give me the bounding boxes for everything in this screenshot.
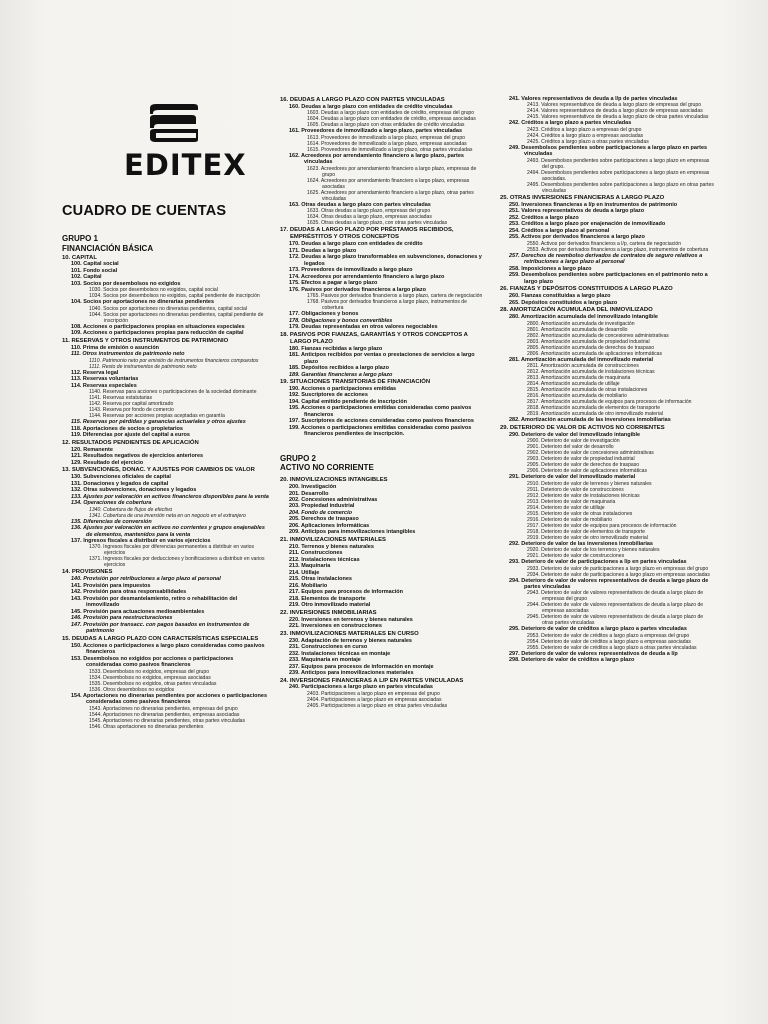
- account-entry: 295. Deterioro de valor de créditos a largo plazo a partes vinculadas: [509, 626, 687, 633]
- sub-account-entry: 2813. Amortización acumulada de maquinaria: [527, 375, 631, 382]
- account-group-heading: 12. RESULTADOS PENDIENTES DE APLICACIÓN: [62, 439, 199, 446]
- sub-account-entry: 2903. Deterioro de valor de propiedad industrial: [527, 456, 635, 463]
- sub-account-entry: 1535. Desembolsos no exigidos, otras partes vinculadas: [89, 680, 217, 687]
- sub-account-entry: 1341. Cobertura de una inversión neta en un negocio en el extranjero: [89, 512, 246, 519]
- account-group-heading: 23. INMOVILIZACIONES MATERIALES EN CURSO: [280, 630, 419, 637]
- account-entry: 205. Derechos de traspaso: [289, 516, 359, 523]
- sub-account-entry: 2494. Desembolsos pendientes sobre participaciones a largo plazo en empresas asociadas.: [527, 169, 710, 182]
- brand-wordmark: EDITEX: [124, 148, 247, 182]
- sub-account-entry: 1371. Ingresos fiscales por deducciones y bonificaciones a distribuir en varios ejercicios: [89, 556, 265, 569]
- account-group-heading: 17. DEUDAS A LARGO PLAZO POR PRÉSTAMOS RECIBIDOS, EMPRÉSTITOS Y OTROS CONCEPTOS: [280, 227, 454, 241]
- account-entry: 134. Operaciones de cobertura: [71, 500, 152, 507]
- account-list: [280, 477, 486, 709]
- account-entry: 119. Diferencias por ajuste del capital a euros: [71, 432, 190, 439]
- document-title: CUADRO DE CUENTAS: [62, 203, 227, 220]
- account-entry: 210. Terrenos y bienes naturales: [289, 543, 374, 550]
- account-entry: 154. Aportaciones no dinerarias pendientes por acciones o participaciones consideradas como pasivos financieros: [71, 692, 268, 706]
- account-entry: 111. Otros instrumentos de patrimonio neto: [71, 351, 185, 358]
- account-entry: 178. Obligaciones y bonos convertibles: [289, 317, 393, 324]
- sub-account-entry: 2495. Desembolsos pendientes sobre participaciones a largo plazo en otras partes vinculadas: [527, 181, 714, 194]
- sub-account-entry: 1633. Otras deudas a largo plazo, empresas del grupo: [307, 208, 431, 215]
- account-list: [280, 97, 486, 438]
- sub-account-entry: 2915. Deterioro de valor de otras instalaciones: [527, 510, 633, 517]
- account-group-heading: 29. DETERIORO DE VALOR DE ACTIVOS NO CORRIENTES: [500, 424, 665, 431]
- account-entry: 162. Acreedores por arrendamiento financiero a largo plazo, partes vinculadas: [289, 152, 464, 166]
- account-group-heading: 13. SUBVENCIONES, DONAC. Y AJUSTES POR CAMBIOS DE VALOR: [62, 467, 255, 474]
- account-entry: 118. Aportaciones de socios o propietarios: [71, 425, 183, 432]
- sub-account-entry: 1142. Reserva por capital amortizado: [89, 401, 174, 408]
- account-entry: 221. Inversiones en construcciones: [289, 623, 382, 630]
- sub-account-entry: 2423. Créditos a largo plazo a empresas del grupo: [527, 126, 642, 133]
- sub-account-entry: 2819. Amortización acumulada de otro inmovilizado material: [527, 411, 663, 418]
- account-entry: 298. Deterioro de valor de créditos a largo plazo: [509, 657, 635, 664]
- sub-account-entry: 1340. Cobertura de flujos de efectivo: [89, 506, 173, 513]
- sub-account-entry: 2817. Amortización acumulada de equipos para procesos de información: [527, 399, 692, 406]
- sub-account-entry: 2801. Amortización acumulada de desarrollo: [527, 326, 628, 333]
- sub-account-entry: 2800. Amortización acumulada de investigación: [527, 320, 635, 327]
- account-list: [62, 255, 270, 730]
- account-entry: 181. Anticipos recibidos por ventas o prestaciones de servicios a largo plazo: [289, 352, 475, 365]
- account-group-heading: 25. OTRAS INVERSIONES FINANCIERAS A LARGO PLAZO: [500, 194, 665, 201]
- account-entry: 177. Obligaciones y bonos: [289, 311, 359, 318]
- account-entry: 173. Proveedores de inmovilizado a largo plazo: [289, 267, 413, 274]
- sub-account-entry: 1634. Otras deudas a largo plazo, empresas asociadas: [307, 214, 432, 221]
- account-entry: 252. Créditos a largo plazo: [509, 214, 579, 221]
- sub-account-entry: 2916. Deterioro de valor de mobiliario: [527, 516, 612, 523]
- account-entry: 242. Créditos a largo plazo a partes vinculadas: [509, 120, 632, 127]
- account-entry: 282. Amortización acumulada de las inversiones inmobiliarias: [509, 417, 671, 424]
- account-entry: 192. Suscriptores de acciones: [289, 392, 368, 399]
- sub-account-entry: 2900. Deterioro de valor de investigación: [527, 438, 620, 445]
- account-entry: 280. Amortización acumulada del inmovilizado intangible: [509, 314, 658, 321]
- account-entry: 281. Amortización acumulada del inmovilizado material: [509, 356, 654, 363]
- account-entry: 251. Valores representativos de deuda a largo plazo: [509, 208, 645, 215]
- column-2: [280, 96, 486, 709]
- account-entry: 160. Deudas a largo plazo con entidades de crédito vinculadas: [289, 103, 453, 110]
- sub-account-entry: 2943. Deterioro de valor de valores representativos de deuda a largo plazo de empresas del grupo: [527, 590, 704, 603]
- account-entry: 294. Deterioro de valor de valores representativos de deuda a largo plazo de partes vinculadas: [509, 577, 709, 590]
- account-entry: 293. Deterioro de valor de participaciones a l/p en partes vinculadas: [509, 559, 687, 566]
- account-entry: 237. Equipos para procesos de información en montaje: [289, 663, 434, 670]
- sub-account-entry: 2818. Amortización acumulada de elementos de transporte: [527, 405, 661, 412]
- account-list: [500, 96, 714, 664]
- account-group-heading: 24. INVERSIONES FINANCIERAS A L/P EN PARTES VINCULADAS: [280, 677, 464, 684]
- account-entry: 254. Créditos a largo plazo al personal: [509, 227, 610, 234]
- sub-account-entry: 2910. Deterioro de valor de terrenos y bienes naturales: [527, 480, 652, 487]
- sub-account-entry: 2814. Amortización acumulada de utillaje: [527, 381, 620, 388]
- sub-account-entry: 2918. Deterioro de valor de elementos de transporte: [527, 528, 646, 535]
- account-group-heading: 14. PROVISIONES: [62, 569, 113, 576]
- sub-account-entry: 1625. Acreedores por arrendamiento financiero a largo plazo, otras partes vinculadas: [307, 189, 474, 202]
- sub-account-entry: 1613. Proveedores de inmovilizado a largo plazo, empresas del grupo: [307, 134, 466, 141]
- sub-account-entry: 2945. Deterioro de valor de valores representativos de deuda a largo plazo de otras partes vinculadas: [527, 614, 704, 627]
- sub-account-entry: 2811. Amortización acumulada de construcciones: [527, 363, 639, 370]
- account-entry: 176. Pasivos por derivados financieros a largo plazo: [289, 286, 426, 293]
- account-entry: 257. Derechos de reembolso derivados de contratos de seguro relativos a retribuciones a largo plazo al personal: [509, 252, 703, 266]
- account-entry: 115. Reservas por pérdidas y ganancias actuariales y otros ajustes: [71, 419, 246, 426]
- account-entry: 250. Inversiones financieras a l/p en instrumentos de patrimonio: [509, 201, 678, 208]
- account-entry: 212. Instalaciones técnicas: [289, 556, 360, 563]
- sub-account-entry: 1536. Otros desembolsos no exigidos: [89, 686, 175, 693]
- account-entry: 249. Desembolsos pendientes sobre participaciones a largo plazo en partes vinculadas: [509, 144, 708, 158]
- account-entry: 136. Ajustes por valoración en activos no corrientes y grupos enajenables de elementos, mantenidos para la venta: [71, 525, 265, 538]
- account-entry: 170. Deudas a largo plazo con entidades de crédito: [289, 241, 423, 248]
- sub-account-entry: 1768. Pasivos por derivados financieros a largo plazo, instrumentos de cobertura: [307, 299, 467, 312]
- account-entry: 102. Capital: [71, 274, 102, 281]
- account-entry: 213. Maquinaria: [289, 563, 331, 570]
- account-entry: 292. Deterioro de valor de las inversiones inmobiliarias: [509, 540, 653, 547]
- sub-account-entry: 2954. Deterioro de valor de créditos a largo plazo a empresas asociadas: [527, 638, 691, 645]
- account-group-heading: 28. AMORTIZACIÓN ACUMULADA DEL INMOVILIZADO: [500, 307, 653, 314]
- account-entry: 230. Adaptación de terrenos y bienes naturales: [289, 637, 412, 644]
- sub-account-entry: 2911. Deterioro de valor de construcciones: [527, 486, 624, 493]
- sub-account-entry: 2404. Participaciones a largo plazo en empresas asociadas: [307, 696, 442, 703]
- account-entry: 143. Provisión por desmantelamiento, retiro o rehabilitación del inmovilizado: [71, 595, 238, 609]
- sub-account-entry: 1533. Desembolsos no exigidos, empresas del grupo: [89, 668, 210, 675]
- sub-account-entry: 2812. Amortización acumulada de instalaciones técnicas: [527, 369, 655, 376]
- sub-account-entry: 1143. Reserva por fondo de comercio: [89, 407, 174, 414]
- account-entry: 189. Garantías financieras a largo plazo: [289, 371, 393, 378]
- group-number: GRUPO 2: [280, 453, 317, 463]
- account-group-heading: 26. FIANZAS Y DEPÓSITOS CONSTITUIDOS A LARGO PLAZO: [500, 286, 673, 293]
- sub-account-entry: 2902. Deterioro de valor de concesiones administrativas: [527, 450, 654, 457]
- sub-account-entry: 1141. Reservas estatutarias: [89, 395, 153, 402]
- sub-account-entry: 1044. Socios por aportaciones no dinerarias pendientes, capital pendiente de inscripción: [89, 311, 264, 324]
- sub-account-entry: 1635. Otras deudas a largo plazo, con otras partes vinculadas: [307, 220, 448, 227]
- account-entry: 135. Diferencias de conversión: [71, 518, 152, 525]
- account-entry: 179. Deudas representadas en otros valores negociables: [289, 324, 438, 331]
- sub-account-entry: 2901. Deterioro del valor de desarrollo: [527, 444, 614, 451]
- account-entry: 163. Otras deudas a largo plazo con partes vinculadas: [289, 201, 431, 208]
- sub-account-entry: 2955. Deterioro de valor de créditos a largo plazo a otras partes vinculadas: [527, 644, 697, 651]
- account-entry: 100. Capital social: [71, 261, 119, 268]
- sub-account-entry: 1614. Proveedores de inmovilizado a largo plazo, empresas asociadas: [307, 140, 467, 147]
- account-entry: 215. Otras instalaciones: [289, 576, 352, 583]
- account-entry: 141. Provisión para impuestos: [71, 582, 151, 589]
- sub-account-entry: 1110. Patrimonio neto por emisión de instrumentos financieros compuestos: [89, 357, 259, 364]
- sub-account-entry: 2953. Deterioro de valor de créditos a largo plazo a empresas del grupo: [527, 632, 690, 639]
- sub-account-entry: 1040. Socios por aportaciones no dinerarias pendientes, capital social: [89, 305, 248, 312]
- account-entry: 290. Deterioro de valor del inmovilizado intangible: [509, 431, 641, 438]
- sub-account-entry: 2493. Desembolsos pendientes sobre participaciones a largo plazo en empresas del grupo.: [527, 157, 710, 170]
- sub-account-entry: 2553. Activos por derivados financieros a largo plazo, instrumentos de cobertura: [527, 246, 709, 253]
- account-entry: 291. Deterioro de valor del inmovilizado material: [509, 474, 636, 481]
- account-entry: 140. Provisión por retribuciones a largo plazo al personal: [71, 576, 221, 583]
- account-group-heading: 11. RESERVAS Y OTROS INSTRUMENTOS DE PATRIMONIO: [62, 337, 229, 344]
- account-entry: 197. Suscriptores de acciones consideradas como pasivos financieros: [289, 418, 474, 425]
- account-entry: 217. Equipos para procesos de información: [289, 589, 404, 596]
- account-entry: 129. Resultado del ejercicio: [71, 459, 144, 466]
- sub-account-entry: 2414. Valores representativos de deuda a largo plazo de empresas asociadas: [527, 108, 703, 115]
- account-entry: 130. Subvenciones oficiales de capital: [71, 474, 171, 481]
- account-entry: 260. Fianzas constituidas a largo plazo: [509, 293, 611, 300]
- account-group-heading: 16. DEUDAS A LARGO PLAZO CON PARTES VINCULADAS: [280, 97, 445, 103]
- account-entry: 202. Concesiones administrativas: [289, 496, 378, 503]
- sub-account-entry: 1545. Aportaciones no dinerarias pendientes, otras partes vinculadas: [89, 717, 246, 724]
- sub-account-entry: 1615. Proveedores de inmovilizado a largo plazo, otras partes vinculadas: [307, 146, 473, 153]
- sub-account-entry: 2944. Deterioro de valor de valores representativos de deuda a largo plazo de empresas asociadas: [527, 602, 704, 615]
- account-entry: 171. Deudas a largo plazo: [289, 247, 357, 254]
- column-3: [500, 96, 714, 664]
- sub-account-entry: 1144. Reservas por acciones propias aceptadas en garantía: [89, 413, 225, 420]
- book-stack-icon: [142, 102, 202, 144]
- account-entry: 185. Depósitos recibidos a largo plazo: [289, 365, 389, 372]
- account-entry: 190. Acciones o participaciones emitidas: [289, 385, 397, 392]
- account-entry: 120. Remanente: [71, 446, 113, 453]
- account-entry: 231. Construcciones en curso: [289, 644, 368, 651]
- account-entry: 255. Activos por derivados financieros a largo plazo: [509, 234, 645, 241]
- group-2-heading: [280, 454, 486, 473]
- sub-account-entry: 2815. Amortización acumulada de otras instalaciones: [527, 387, 648, 394]
- sub-account-entry: 2425. Créditos a largo plazo a otras partes vinculadas: [527, 138, 649, 145]
- column-1: [62, 96, 270, 730]
- sub-account-entry: 1034. Socios por desembolsos no exigidos, capital pendiente de inscripción: [89, 293, 260, 300]
- sub-account-entry: 2413. Valores representativos de deuda a largo plazo de empresas del grupo: [527, 102, 702, 109]
- group-name: FINANCIACIÓN BÁSICA: [62, 243, 154, 253]
- sub-account-entry: 1624. Acreedores por arrendamiento financiero a largo plazo, empresas asociadas: [307, 177, 470, 190]
- sub-account-entry: 1546. Otras aportaciones no dinerarias pendientes: [89, 723, 204, 730]
- sub-account-entry: 2912. Deterioro de valor de instalaciones técnicas: [527, 492, 640, 499]
- sub-account-entry: 1544. Aportaciones no dinerarias pendientes, empresas asociadas: [89, 711, 240, 718]
- sub-account-entry: 2914. Deterioro de valor de utillaje: [527, 504, 605, 511]
- sub-account-entry: 2905. Deterioro de valor de derechos de traspaso: [527, 462, 640, 469]
- account-entry: 214. Utillaje: [289, 569, 320, 576]
- sub-account-entry: 1603. Deudas a largo plazo con entidades de crédito, empresas del grupo: [307, 110, 475, 117]
- account-entry: 218. Elementos de transporte: [289, 595, 366, 602]
- account-entry: 142. Provisión para otras responsabilidades: [71, 589, 187, 596]
- account-group-heading: 20. INMOVILIZACIONES INTANGIBLES: [280, 477, 388, 484]
- sub-account-entry: 2803. Amortización acumulada de propiedad industrial: [527, 338, 650, 345]
- group-1-heading: [62, 234, 270, 253]
- account-entry: 265. Depósitos constituidos a largo plazo: [509, 299, 618, 306]
- account-entry: 239. Anticipos para inmovilizaciones materiales: [289, 670, 414, 677]
- sub-account-entry: 2816. Amortización acumulada de mobiliario: [527, 393, 627, 400]
- editex-logo: [124, 102, 270, 182]
- account-entry: 109. Acciones o participaciones propias para reducción de capital: [71, 330, 244, 337]
- sub-account-entry: 2934. Deterioro de valor de participaciones a largo plazo en empresas asociadas: [527, 571, 710, 578]
- account-entry: 114. Reservas especiales: [71, 382, 137, 389]
- account-entry: 206. Aplicaciones informáticas: [289, 522, 370, 529]
- sub-account-entry: 1534. Desembolsos no exigidos, empresas asociadas: [89, 674, 211, 681]
- sub-account-entry: 2806. Amortización acumulada de aplicaciones informáticas: [527, 350, 663, 357]
- sub-account-entry: 2920. Deterioro de valor de los terrenos y bienes naturales: [527, 547, 660, 554]
- account-entry: 131. Donaciones y legados de capital: [71, 480, 169, 487]
- account-entry: 145. Provisión para actuaciones medioambientales: [71, 608, 205, 615]
- account-entry: 233. Maquinaria en montaje: [289, 657, 361, 664]
- account-entry: 101. Fondo social: [71, 267, 118, 274]
- account-entry: 204. Fondo de comercio: [289, 509, 352, 516]
- account-entry: 258. Imposiciones a largo plazo: [509, 265, 592, 272]
- account-entry: 133. Ajustes por valoración en activos financieros disponibles para la venta: [71, 493, 269, 500]
- sub-account-entry: 2917. Deterioro de valor de equipos para procesos de información: [527, 522, 677, 529]
- sub-account-entry: 2550. Activos por derivados financieros a l/p, cartera de negociación: [527, 240, 682, 247]
- sub-account-entry: 1370. Ingresos fiscales por diferencias permanentes a distribuir en varios ejercicios: [89, 544, 255, 557]
- account-entry: 203. Propiedad industrial: [289, 503, 355, 510]
- account-entry: 216. Mobiliario: [289, 582, 328, 589]
- account-entry: 241. Valores representativos de deuda a l/p de partes vinculadas: [509, 96, 678, 102]
- account-entry: 220. Inversiones en terrenos y bienes naturales: [289, 616, 413, 623]
- account-entry: 113. Reservas voluntarias: [71, 376, 139, 383]
- sub-account-entry: 1140. Reservas para acciones o participaciones de la sociedad dominante: [89, 389, 257, 396]
- account-entry: 180. Fianzas recibidas a largo plazo: [289, 345, 383, 352]
- account-entry: 132. Otras subvenciones, donaciones y legados: [71, 487, 197, 494]
- account-entry: 259. Desembolsos pendientes sobre participaciones en el patrimonio neto a largo plazo: [509, 272, 708, 285]
- account-group-heading: 18. PASIVOS POR FIANZAS, GARANTÍAS Y OTROS CONCEPTOS A LARGO PLAZO: [280, 331, 468, 345]
- sub-account-entry: 2415. Valores representativos de deuda a largo plazo de otras partes vinculadas: [527, 114, 709, 121]
- account-entry: 194. Capital emitido pendiente de inscripción: [289, 398, 407, 405]
- account-entry: 103. Socios por desembolsos no exigidos: [71, 280, 181, 287]
- account-entry: 200. Investigación: [289, 484, 337, 491]
- sub-account-entry: 1623. Acreedores por arrendamiento financiero a largo plazo, empresas de grupo: [307, 165, 477, 178]
- account-entry: 147. Provisión por transacc. con pagos basados en instrumentos de patrimonio: [71, 621, 250, 635]
- sub-account-entry: 2921. Deterioro de valor de construcciones: [527, 553, 625, 560]
- account-entry: 297. Deterioro de valor de valores representativos de deuda a l/p: [509, 650, 678, 657]
- sub-account-entry: 2919. Deterioro de valor de otro inmovilizado material: [527, 534, 648, 541]
- sub-account-entry: 2802. Amortización acumulada de concesiones administrativas: [527, 332, 669, 339]
- sub-account-entry: 1030. Socios por desembolsos no exigidos, capital social: [89, 287, 218, 294]
- account-group-heading: 15. DEUDAS A LARGO PLAZO CON CARACTERÍSTICAS ESPECIALES: [62, 635, 259, 642]
- sub-account-entry: 2403. Participaciones a largo plazo en empresas del grupo: [307, 690, 440, 697]
- sub-account-entry: 1605. Deudas a largo plazo con otras entidades de crédito vinculadas: [307, 122, 465, 129]
- account-entry: 240. Participaciones a largo plazo en partes vinculadas: [289, 684, 433, 691]
- group-name: ACTIVO NO CORRIENTE: [280, 463, 374, 473]
- account-entry: 121. Resultados negativos de ejercicios anteriores: [71, 453, 204, 460]
- account-entry: 153. Desembolsos no exigidos por acciones o participaciones consideradas como pasivos financieros: [71, 655, 234, 669]
- group-number: GRUPO 1: [62, 234, 99, 244]
- account-entry: 211. Construcciones: [289, 550, 343, 557]
- account-group-heading: 22. INVERSIONES INMOBILIARIAS: [280, 609, 377, 616]
- account-group-heading: 10. CAPITAL: [62, 254, 97, 261]
- account-entry: 108. Acciones o participaciones propias en situaciones especiales: [71, 323, 245, 330]
- account-entry: 209. Anticipos para inmovilizaciones intangibles: [289, 529, 416, 536]
- account-entry: 112. Reserva legal: [71, 369, 119, 376]
- account-entry: 199. Acciones o participaciones emitidas consideradas como pasivos financieros pendientes de inscripción.: [289, 424, 472, 438]
- sub-account-entry: 2805. Amortización acumulada de derechos de traspaso: [527, 344, 655, 351]
- account-entry: 137. Ingresos fiscales a distribuir en varios ejercicios: [71, 537, 211, 544]
- account-entry: 110. Prima de emisión o asunción: [71, 344, 160, 351]
- account-group-heading: 21. INMOVILIZACIONES MATERIALES: [280, 536, 386, 543]
- account-entry: 172. Deudas a largo plazo transformables en subvenciones, donaciones y legados: [289, 254, 482, 267]
- account-entry: 146. Provisión para reestructuraciones: [71, 615, 173, 622]
- sub-account-entry: 2405. Participaciones a largo plazo en otras partes vinculadas: [307, 702, 448, 709]
- sub-account-entry: 2906. Deterioro de valor de aplicaciones informáticas: [527, 468, 648, 475]
- sub-account-entry: 2913. Deterioro de valor de maquinaria: [527, 498, 616, 505]
- account-entry: 150. Acciones o participaciones a largo plazo consideradas como pasivos financieros: [71, 642, 265, 656]
- account-entry: 253. Créditos a largo plazo por enajenación de inmovilizado: [509, 221, 666, 228]
- account-entry: 161. Proveedores de inmovilizado a largo plazo, partes vinculadas: [289, 128, 463, 135]
- sub-account-entry: 2933. Deterioro de valor de participaciones a largo plazo en empresas del grupo: [527, 565, 709, 572]
- sub-account-entry: 1111. Resto de instrumentos de patrimonio neto: [89, 363, 197, 370]
- account-entry: 175. Efectos a pagar a largo plazo: [289, 280, 378, 287]
- sub-account-entry: 2424. Créditos a largo plazo a empresas asociadas: [527, 132, 644, 139]
- account-entry: 195. Acciones o participaciones emitidas consideradas como pasivos financieros: [289, 405, 472, 418]
- sub-account-entry: 1604. Deudas a largo plazo con entidades de crédito, empresas asociadas: [307, 116, 476, 123]
- account-entry: 219. Otro inmovilizado material: [289, 602, 371, 609]
- account-entry: 232. Instalaciones técnicas en montaje: [289, 650, 391, 657]
- sub-account-entry: 1543. Aportaciones no dinerarias pendientes, empresas del grupo: [89, 705, 238, 712]
- account-group-heading: 19. SITUACIONES TRANSITORIAS DE FINANCIACIÓN: [280, 379, 431, 386]
- account-entry: 201. Desarrollo: [289, 490, 329, 497]
- account-entry: 104. Socios por aportaciones no dinerarias pendientes: [71, 299, 215, 306]
- account-entry: 174. Acreedores por arrendamiento financiero a largo plazo: [289, 273, 445, 280]
- sub-account-entry: 1765. Pasivos por derivados financieros a largo plazo, cartera de negociación: [307, 293, 483, 300]
